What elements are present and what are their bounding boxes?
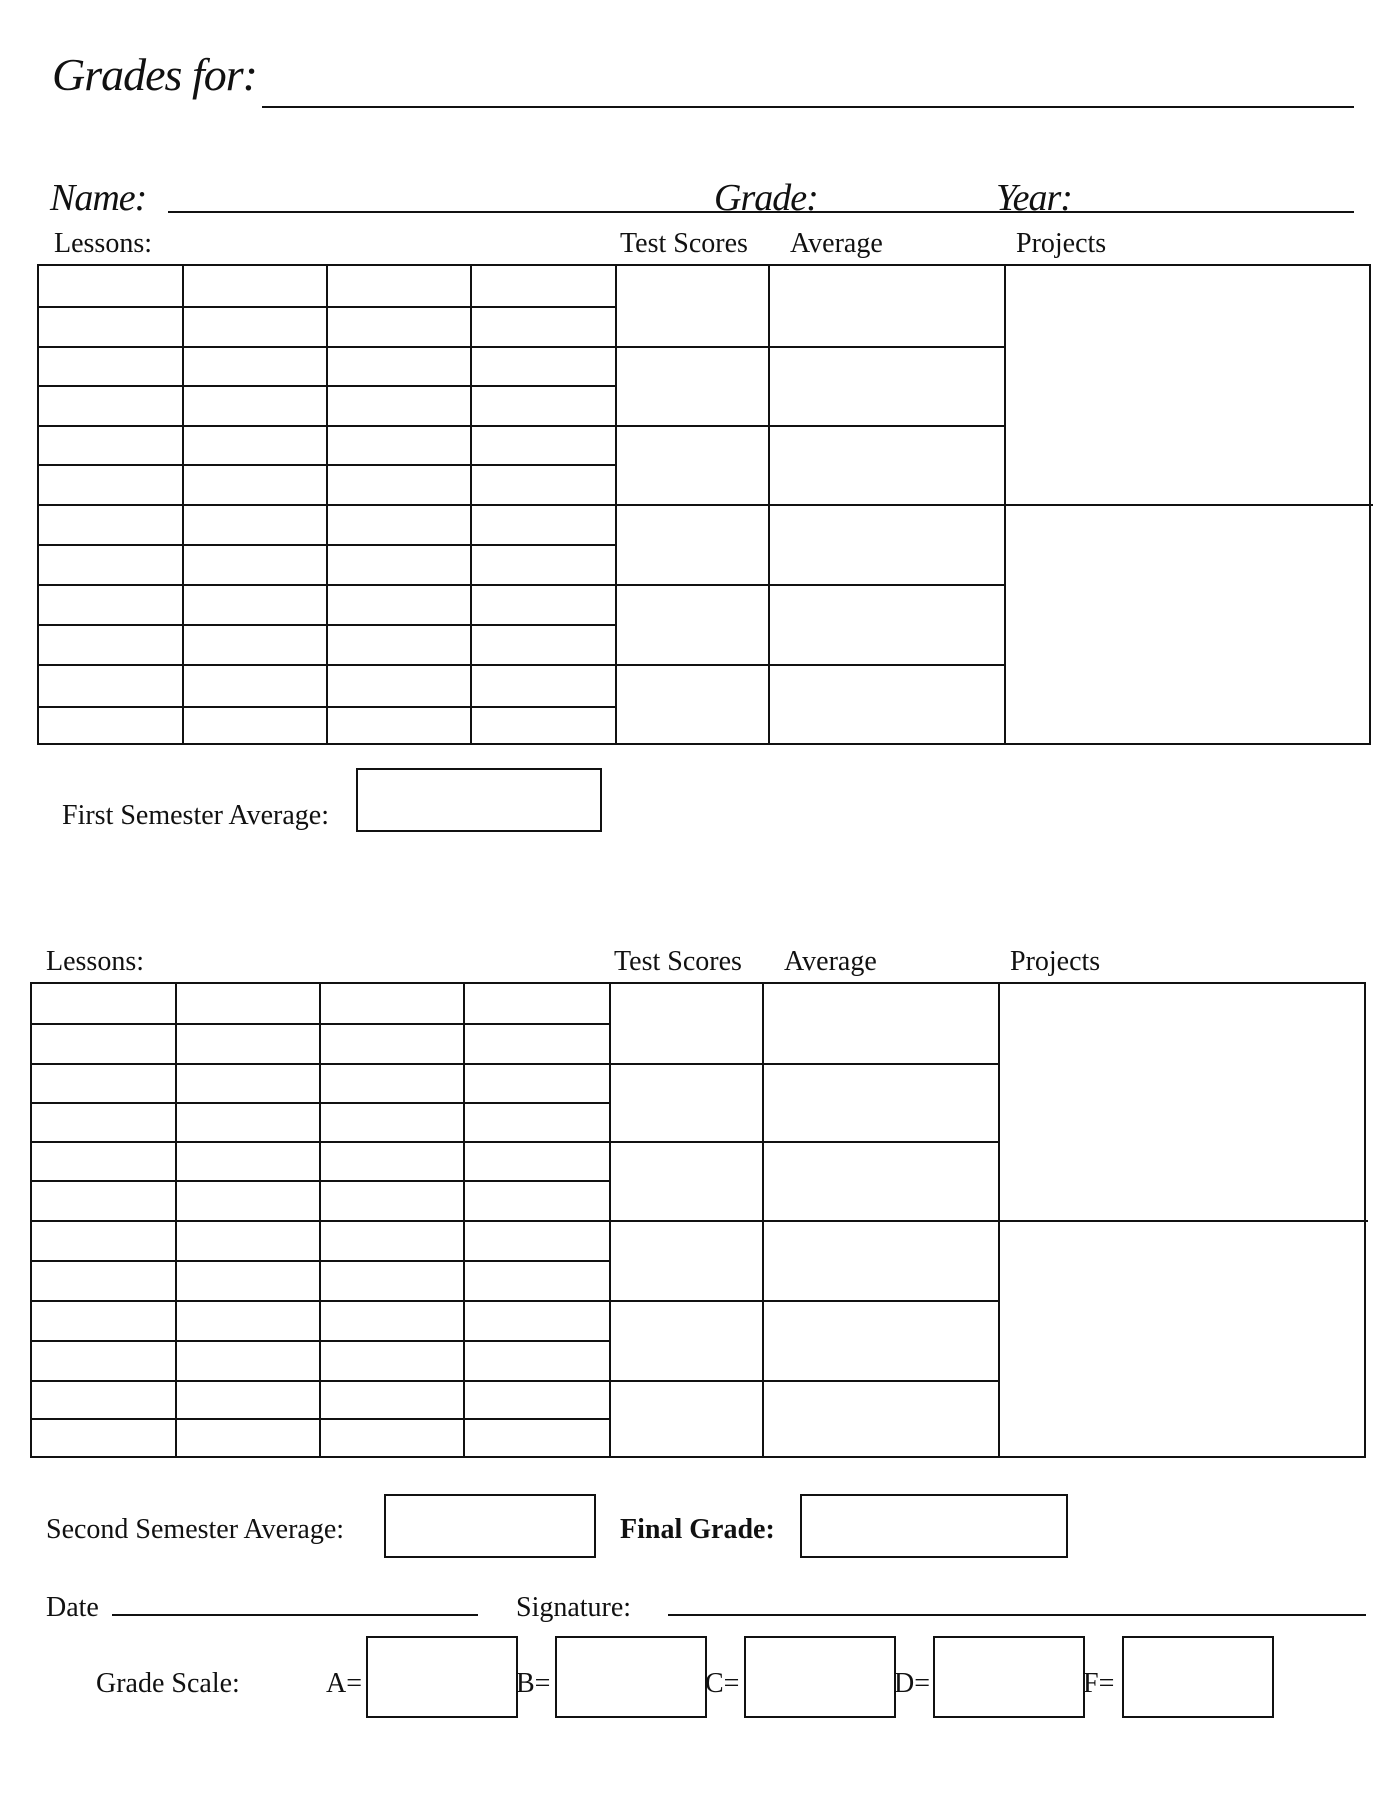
signature-field[interactable]: [668, 1614, 1366, 1616]
projects-label: Projects: [1016, 228, 1107, 259]
grid-1-row-line-2: [39, 346, 1005, 348]
scale-box-b[interactable]: [555, 1636, 707, 1718]
grid-2-row-line-9: [32, 1340, 609, 1342]
lessons-label: Lessons:: [54, 228, 152, 259]
grid-2-row-line-8: [32, 1300, 999, 1302]
grid-2-row-line-11: [32, 1418, 609, 1420]
semester-1-grade-grid: [37, 264, 1371, 745]
scale-box-a[interactable]: [366, 1636, 518, 1718]
form-title: Grades for:: [52, 49, 257, 100]
scale-box-d[interactable]: [933, 1636, 1085, 1718]
name-grade-year-field[interactable]: [168, 211, 1354, 213]
grades-for-field[interactable]: [262, 106, 1354, 108]
grade-label: Grade:: [714, 177, 818, 219]
year-label: Year:: [996, 177, 1072, 219]
grid-2-row-line-7: [32, 1260, 609, 1262]
date-field[interactable]: [112, 1614, 478, 1616]
first-semester-average-label: First Semester Average:: [62, 800, 329, 831]
second-semester-average-label: Second Semester Average:: [46, 1514, 345, 1545]
grid-2-row-line-5: [32, 1180, 609, 1182]
grid-1-row-line-7: [39, 544, 615, 546]
second-semester-average-box[interactable]: [384, 1494, 596, 1558]
grid-2-row-line-1: [32, 1023, 609, 1025]
date-label: Date: [46, 1592, 99, 1623]
final-grade-label: Final Grade:: [620, 1514, 775, 1545]
semester-2-grade-grid: [30, 982, 1366, 1458]
grade-scale-label: Grade Scale:: [96, 1668, 240, 1699]
average-label: Average: [790, 228, 883, 259]
scale-letter-f: F=: [1083, 1668, 1115, 1699]
average-label-2: Average: [784, 946, 877, 977]
name-label: Name:: [50, 177, 147, 219]
scale-letter-a: A=: [326, 1668, 363, 1699]
scale-box-f[interactable]: [1122, 1636, 1274, 1718]
scale-letter-c: C=: [705, 1668, 740, 1699]
grid-2-row-line-4: [32, 1141, 999, 1143]
grid-1-row-line-9: [39, 624, 615, 626]
grid-1-row-line-5: [39, 464, 615, 466]
test-scores-label-2: Test Scores: [614, 946, 742, 977]
scale-box-c[interactable]: [744, 1636, 896, 1718]
grid-2-row-line-3: [32, 1102, 609, 1104]
grid-1-row-line-3: [39, 385, 615, 387]
final-grade-box[interactable]: [800, 1494, 1068, 1558]
grid-1-row-line-10: [39, 664, 1005, 666]
lessons-label-2: Lessons:: [46, 946, 144, 977]
grid-2-row-line-2: [32, 1063, 999, 1065]
grid-1-row-line-6: [39, 504, 1373, 506]
grid-2-row-line-10: [32, 1380, 999, 1382]
scale-letter-d: D=: [894, 1668, 931, 1699]
test-scores-label: Test Scores: [620, 228, 748, 259]
scale-letter-b: B=: [516, 1668, 551, 1699]
grid-2-row-line-6: [32, 1220, 1368, 1222]
projects-label-2: Projects: [1010, 946, 1101, 977]
grid-1-row-line-11: [39, 706, 615, 708]
grid-1-row-line-8: [39, 584, 1005, 586]
signature-label: Signature:: [516, 1592, 632, 1623]
grid-1-row-line-1: [39, 306, 615, 308]
first-semester-average-box[interactable]: [356, 768, 602, 832]
grid-1-row-line-4: [39, 425, 1005, 427]
